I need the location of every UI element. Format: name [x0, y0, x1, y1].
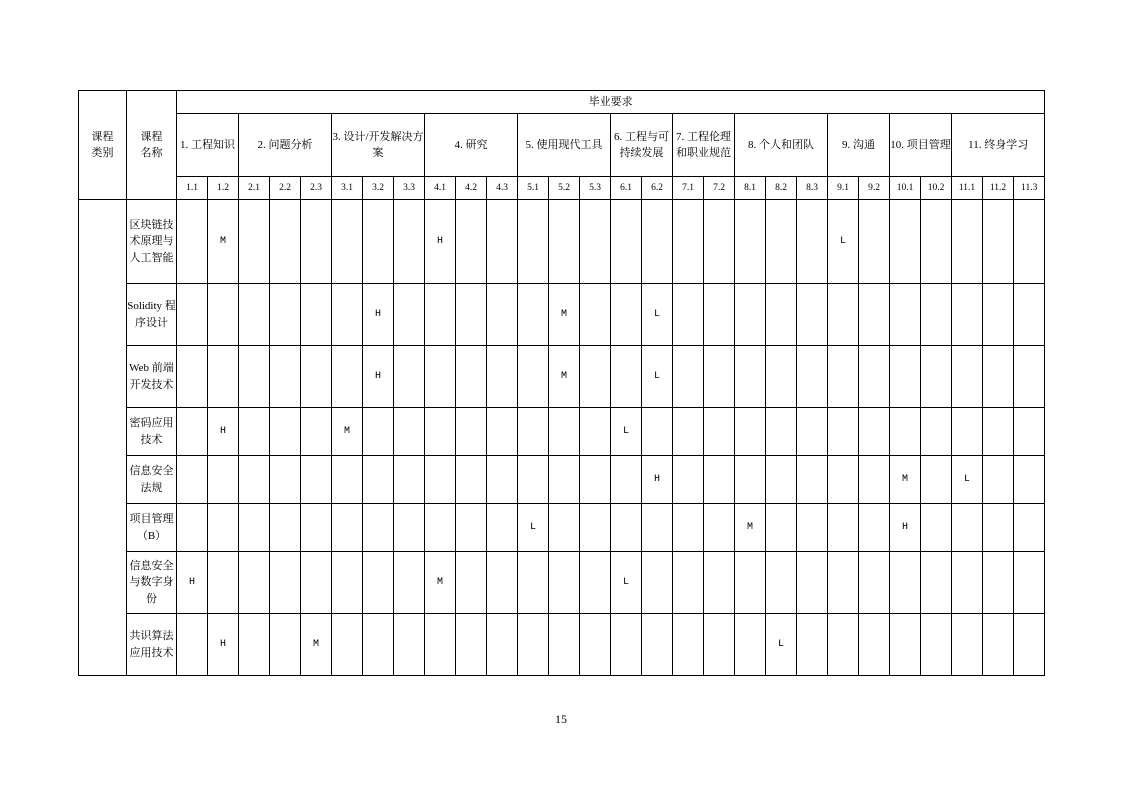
- matrix-cell: [611, 284, 642, 346]
- matrix-cell: [983, 346, 1014, 408]
- matrix-cell: [673, 504, 704, 552]
- matrix-cell: [301, 504, 332, 552]
- matrix-cell: [177, 200, 208, 284]
- matrix-cell: [177, 504, 208, 552]
- matrix-cell: [983, 408, 1014, 456]
- matrix-cell: [797, 614, 828, 676]
- matrix-cell: [735, 408, 766, 456]
- matrix-cell: [766, 200, 797, 284]
- matrix-cell: [921, 552, 952, 614]
- matrix-cell: [673, 200, 704, 284]
- matrix-cell: [735, 614, 766, 676]
- matrix-cell: [859, 346, 890, 408]
- matrix-cell: [1014, 200, 1045, 284]
- matrix-cell: [208, 552, 239, 614]
- curriculum-matrix-table: [78, 90, 1045, 676]
- matrix-cell: [332, 346, 363, 408]
- matrix-cell: [332, 614, 363, 676]
- matrix-cell: [580, 552, 611, 614]
- matrix-cell: [611, 200, 642, 284]
- matrix-cell: [890, 552, 921, 614]
- matrix-cell: [611, 614, 642, 676]
- matrix-cell: [425, 456, 456, 504]
- matrix-cell: [983, 614, 1014, 676]
- matrix-cell: [828, 504, 859, 552]
- header-indicator-6.2: 6.2: [642, 177, 673, 200]
- matrix-cell: [921, 456, 952, 504]
- matrix-cell: [766, 504, 797, 552]
- matrix-cell: M: [549, 284, 580, 346]
- matrix-cell: [456, 200, 487, 284]
- header-requirement-group-4: 4. 研究: [425, 114, 518, 177]
- matrix-cell: [487, 284, 518, 346]
- matrix-cell: [704, 346, 735, 408]
- matrix-cell: L: [611, 408, 642, 456]
- matrix-cell: [828, 284, 859, 346]
- matrix-cell: [208, 504, 239, 552]
- matrix-cell: [890, 200, 921, 284]
- header-course-name: 课程 名称: [127, 91, 177, 200]
- matrix-cell: [270, 504, 301, 552]
- matrix-cell: [890, 408, 921, 456]
- matrix-cell: [1014, 614, 1045, 676]
- header-indicator-4.3: 4.3: [487, 177, 518, 200]
- matrix-cell: [518, 614, 549, 676]
- course-name-cell: 信息安全法规: [127, 456, 177, 504]
- matrix-cell: [549, 200, 580, 284]
- header-requirement-group-6: 6. 工程与可持续发展: [611, 114, 673, 177]
- matrix-cell: [456, 408, 487, 456]
- header-row-top: [79, 91, 1045, 114]
- matrix-cell: [239, 504, 270, 552]
- matrix-cell: [1014, 284, 1045, 346]
- header-requirement-group-2: 2. 问题分析: [239, 114, 332, 177]
- matrix-cell: [983, 200, 1014, 284]
- matrix-cell: [704, 614, 735, 676]
- matrix-cell: [363, 504, 394, 552]
- matrix-cell: [332, 552, 363, 614]
- matrix-cell: [766, 346, 797, 408]
- matrix-cell: [673, 346, 704, 408]
- matrix-cell: H: [363, 346, 394, 408]
- matrix-cell: [394, 614, 425, 676]
- header-indicator-4.1: 4.1: [425, 177, 456, 200]
- matrix-cell: [208, 456, 239, 504]
- matrix-cell: [921, 614, 952, 676]
- matrix-cell: [983, 552, 1014, 614]
- header-requirement-group-9: 9. 沟通: [828, 114, 890, 177]
- matrix-cell: [332, 456, 363, 504]
- matrix-cell: H: [642, 456, 673, 504]
- header-indicator-7.2: 7.2: [704, 177, 735, 200]
- matrix-cell: [580, 614, 611, 676]
- page-number: 15: [555, 712, 567, 726]
- matrix-cell: [952, 408, 983, 456]
- matrix-cell: [394, 346, 425, 408]
- matrix-cell: [425, 614, 456, 676]
- matrix-cell: [363, 408, 394, 456]
- matrix-cell: [952, 346, 983, 408]
- matrix-cell: [797, 346, 828, 408]
- header-indicator-5.1: 5.1: [518, 177, 549, 200]
- matrix-cell: [239, 456, 270, 504]
- header-row-groups: [79, 114, 1045, 177]
- matrix-cell: [735, 200, 766, 284]
- header-indicator-1.2: 1.2: [208, 177, 239, 200]
- matrix-cell: H: [208, 614, 239, 676]
- matrix-cell: [239, 284, 270, 346]
- matrix-cell: [983, 284, 1014, 346]
- matrix-cell: [580, 408, 611, 456]
- matrix-cell: [301, 346, 332, 408]
- matrix-cell: [208, 284, 239, 346]
- matrix-cell: [704, 200, 735, 284]
- table-row: [79, 346, 1045, 408]
- matrix-cell: [859, 614, 890, 676]
- matrix-cell: [921, 504, 952, 552]
- matrix-cell: [859, 552, 890, 614]
- matrix-cell: [301, 552, 332, 614]
- matrix-cell: L: [642, 284, 673, 346]
- header-indicator-4.2: 4.2: [456, 177, 487, 200]
- matrix-cell: [549, 614, 580, 676]
- matrix-cell: M: [425, 552, 456, 614]
- matrix-cell: [301, 456, 332, 504]
- matrix-cell: [518, 284, 549, 346]
- header-indicator-7.1: 7.1: [673, 177, 704, 200]
- matrix-cell: [642, 552, 673, 614]
- table-row: [79, 504, 1045, 552]
- matrix-cell: [549, 408, 580, 456]
- header-indicator-2.1: 2.1: [239, 177, 270, 200]
- course-name-cell: Web 前端开发技术: [127, 346, 177, 408]
- header-indicator-8.3: 8.3: [797, 177, 828, 200]
- matrix-cell: [611, 504, 642, 552]
- matrix-cell: [921, 346, 952, 408]
- matrix-cell: [487, 504, 518, 552]
- header-requirement-group-3: 3. 设计/开发解决方案: [332, 114, 425, 177]
- matrix-cell: [239, 408, 270, 456]
- matrix-cell: [890, 284, 921, 346]
- matrix-cell: M: [890, 456, 921, 504]
- matrix-cell: [642, 408, 673, 456]
- header-graduation-requirements: 毕业要求: [177, 91, 1045, 114]
- course-category-cell: [79, 200, 127, 676]
- matrix-cell: [580, 456, 611, 504]
- matrix-cell: [859, 504, 890, 552]
- matrix-cell: [177, 408, 208, 456]
- matrix-cell: [828, 456, 859, 504]
- matrix-cell: [487, 552, 518, 614]
- matrix-cell: [642, 614, 673, 676]
- matrix-cell: [673, 284, 704, 346]
- matrix-cell: [363, 200, 394, 284]
- matrix-cell: [270, 614, 301, 676]
- matrix-cell: [828, 552, 859, 614]
- matrix-cell: L: [518, 504, 549, 552]
- matrix-cell: [828, 346, 859, 408]
- matrix-cell: [456, 284, 487, 346]
- header-indicator-5.3: 5.3: [580, 177, 611, 200]
- matrix-body: [79, 200, 1045, 676]
- matrix-cell: [766, 408, 797, 456]
- matrix-cell: H: [425, 200, 456, 284]
- matrix-cell: [394, 284, 425, 346]
- matrix-cell: [890, 614, 921, 676]
- header-requirement-group-5: 5. 使用现代工具: [518, 114, 611, 177]
- matrix-cell: [673, 614, 704, 676]
- matrix-cell: [518, 552, 549, 614]
- matrix-cell: [642, 200, 673, 284]
- matrix-cell: [828, 408, 859, 456]
- matrix-cell: [859, 408, 890, 456]
- matrix-cell: [797, 504, 828, 552]
- matrix-cell: [611, 456, 642, 504]
- matrix-cell: [1014, 504, 1045, 552]
- header-indicator-11.1: 11.1: [952, 177, 983, 200]
- matrix-cell: [177, 614, 208, 676]
- course-name-cell: Solidity 程序设计: [127, 284, 177, 346]
- matrix-cell: [704, 456, 735, 504]
- matrix-cell: [642, 504, 673, 552]
- header-indicator-8.2: 8.2: [766, 177, 797, 200]
- header-indicator-10.2: 10.2: [921, 177, 952, 200]
- header-indicator-6.1: 6.1: [611, 177, 642, 200]
- matrix-cell: [735, 346, 766, 408]
- header-indicator-2.2: 2.2: [270, 177, 301, 200]
- matrix-cell: [952, 614, 983, 676]
- matrix-cell: [363, 456, 394, 504]
- matrix-cell: [332, 200, 363, 284]
- matrix-cell: H: [890, 504, 921, 552]
- matrix-cell: [952, 552, 983, 614]
- matrix-cell: [425, 284, 456, 346]
- matrix-cell: H: [208, 408, 239, 456]
- matrix-cell: [456, 346, 487, 408]
- header-indicator-1.1: 1.1: [177, 177, 208, 200]
- header-indicator-11.3: 11.3: [1014, 177, 1045, 200]
- matrix-cell: [797, 284, 828, 346]
- matrix-cell: [456, 552, 487, 614]
- matrix-cell: [859, 200, 890, 284]
- matrix-cell: [239, 552, 270, 614]
- table-row: [79, 552, 1045, 614]
- header-requirement-group-10: 10. 项目管理: [890, 114, 952, 177]
- matrix-cell: [797, 456, 828, 504]
- matrix-cell: [952, 504, 983, 552]
- matrix-cell: M: [735, 504, 766, 552]
- course-name-cell: 共识算法应用技术: [127, 614, 177, 676]
- matrix-cell: [921, 200, 952, 284]
- table-row: [79, 614, 1045, 676]
- matrix-cell: [239, 346, 270, 408]
- matrix-cell: [549, 504, 580, 552]
- matrix-cell: [983, 504, 1014, 552]
- matrix-cell: [952, 284, 983, 346]
- matrix-cell: [301, 408, 332, 456]
- matrix-cell: [766, 284, 797, 346]
- header-indicator-11.2: 11.2: [983, 177, 1014, 200]
- header-requirement-group-1: 1. 工程知识: [177, 114, 239, 177]
- matrix-cell: [332, 284, 363, 346]
- matrix-cell: [394, 200, 425, 284]
- matrix-cell: [859, 284, 890, 346]
- matrix-cell: [270, 284, 301, 346]
- matrix-cell: [487, 456, 518, 504]
- matrix-cell: [580, 504, 611, 552]
- matrix-cell: [456, 456, 487, 504]
- matrix-cell: [487, 614, 518, 676]
- course-name-cell: 信息安全与数字身份: [127, 552, 177, 614]
- matrix-cell: [704, 552, 735, 614]
- matrix-cell: [394, 456, 425, 504]
- matrix-cell: L: [766, 614, 797, 676]
- matrix-cell: [270, 456, 301, 504]
- matrix-cell: M: [549, 346, 580, 408]
- matrix-cell: [177, 456, 208, 504]
- matrix-cell: [518, 200, 549, 284]
- matrix-cell: L: [952, 456, 983, 504]
- table-row: [79, 200, 1045, 284]
- matrix-cell: [735, 456, 766, 504]
- header-requirement-group-8: 8. 个人和团队: [735, 114, 828, 177]
- header-requirement-group-11: 11. 终身学习: [952, 114, 1045, 177]
- matrix-cell: [363, 552, 394, 614]
- matrix-cell: [921, 408, 952, 456]
- matrix-cell: [580, 346, 611, 408]
- matrix-cell: H: [177, 552, 208, 614]
- matrix-cell: [1014, 346, 1045, 408]
- matrix-cell: [425, 504, 456, 552]
- matrix-cell: [766, 552, 797, 614]
- matrix-cell: [394, 408, 425, 456]
- matrix-cell: [797, 552, 828, 614]
- matrix-cell: [1014, 408, 1045, 456]
- matrix-cell: [704, 284, 735, 346]
- matrix-cell: [177, 346, 208, 408]
- matrix-cell: [425, 408, 456, 456]
- matrix-cell: [301, 284, 332, 346]
- matrix-cell: [797, 200, 828, 284]
- matrix-cell: [921, 284, 952, 346]
- table-row: [79, 284, 1045, 346]
- matrix-header: [79, 91, 1045, 200]
- header-course-category: 课程 类别: [79, 91, 127, 200]
- header-indicator-3.3: 3.3: [394, 177, 425, 200]
- matrix-cell: [859, 456, 890, 504]
- matrix-cell: [704, 408, 735, 456]
- matrix-cell: [580, 284, 611, 346]
- matrix-cell: [270, 408, 301, 456]
- matrix-cell: [270, 200, 301, 284]
- matrix-cell: [797, 408, 828, 456]
- matrix-cell: [983, 456, 1014, 504]
- curriculum-matrix-container: [78, 90, 1044, 676]
- matrix-cell: [425, 346, 456, 408]
- header-indicator-3.1: 3.1: [332, 177, 363, 200]
- matrix-cell: [208, 346, 239, 408]
- matrix-cell: [673, 456, 704, 504]
- matrix-cell: [735, 284, 766, 346]
- matrix-cell: [394, 552, 425, 614]
- matrix-cell: [518, 456, 549, 504]
- matrix-cell: H: [363, 284, 394, 346]
- matrix-cell: [239, 200, 270, 284]
- matrix-cell: [518, 408, 549, 456]
- header-indicator-3.2: 3.2: [363, 177, 394, 200]
- matrix-cell: [611, 346, 642, 408]
- matrix-cell: [828, 614, 859, 676]
- matrix-cell: [301, 200, 332, 284]
- matrix-cell: [363, 614, 394, 676]
- table-row: [79, 456, 1045, 504]
- course-name-cell: 项目管理（B）: [127, 504, 177, 552]
- header-row-indicators: [79, 177, 1045, 200]
- matrix-cell: [239, 614, 270, 676]
- matrix-cell: [487, 200, 518, 284]
- matrix-cell: [177, 284, 208, 346]
- table-row: [79, 408, 1045, 456]
- matrix-cell: [673, 552, 704, 614]
- header-indicator-10.1: 10.1: [890, 177, 921, 200]
- matrix-cell: [456, 504, 487, 552]
- matrix-cell: [952, 200, 983, 284]
- matrix-cell: [518, 346, 549, 408]
- matrix-cell: [766, 456, 797, 504]
- course-name-cell: 区块链技术原理与人工智能: [127, 200, 177, 284]
- header-indicator-9.1: 9.1: [828, 177, 859, 200]
- matrix-cell: [487, 408, 518, 456]
- matrix-cell: [704, 504, 735, 552]
- matrix-cell: [456, 614, 487, 676]
- matrix-cell: [580, 200, 611, 284]
- matrix-cell: [549, 552, 580, 614]
- header-indicator-5.2: 5.2: [549, 177, 580, 200]
- header-indicator-2.3: 2.3: [301, 177, 332, 200]
- matrix-cell: [1014, 456, 1045, 504]
- matrix-cell: [1014, 552, 1045, 614]
- matrix-cell: [673, 408, 704, 456]
- matrix-cell: L: [828, 200, 859, 284]
- matrix-cell: M: [332, 408, 363, 456]
- matrix-cell: [735, 552, 766, 614]
- header-indicator-9.2: 9.2: [859, 177, 890, 200]
- matrix-cell: [332, 504, 363, 552]
- matrix-cell: [270, 552, 301, 614]
- matrix-cell: [270, 346, 301, 408]
- matrix-cell: M: [301, 614, 332, 676]
- matrix-cell: [394, 504, 425, 552]
- matrix-cell: M: [208, 200, 239, 284]
- course-name-cell: 密码应用技术: [127, 408, 177, 456]
- header-requirement-group-7: 7. 工程伦理和职业规范: [673, 114, 735, 177]
- matrix-cell: L: [642, 346, 673, 408]
- matrix-cell: [549, 456, 580, 504]
- matrix-cell: [890, 346, 921, 408]
- matrix-cell: L: [611, 552, 642, 614]
- header-indicator-8.1: 8.1: [735, 177, 766, 200]
- matrix-cell: [487, 346, 518, 408]
